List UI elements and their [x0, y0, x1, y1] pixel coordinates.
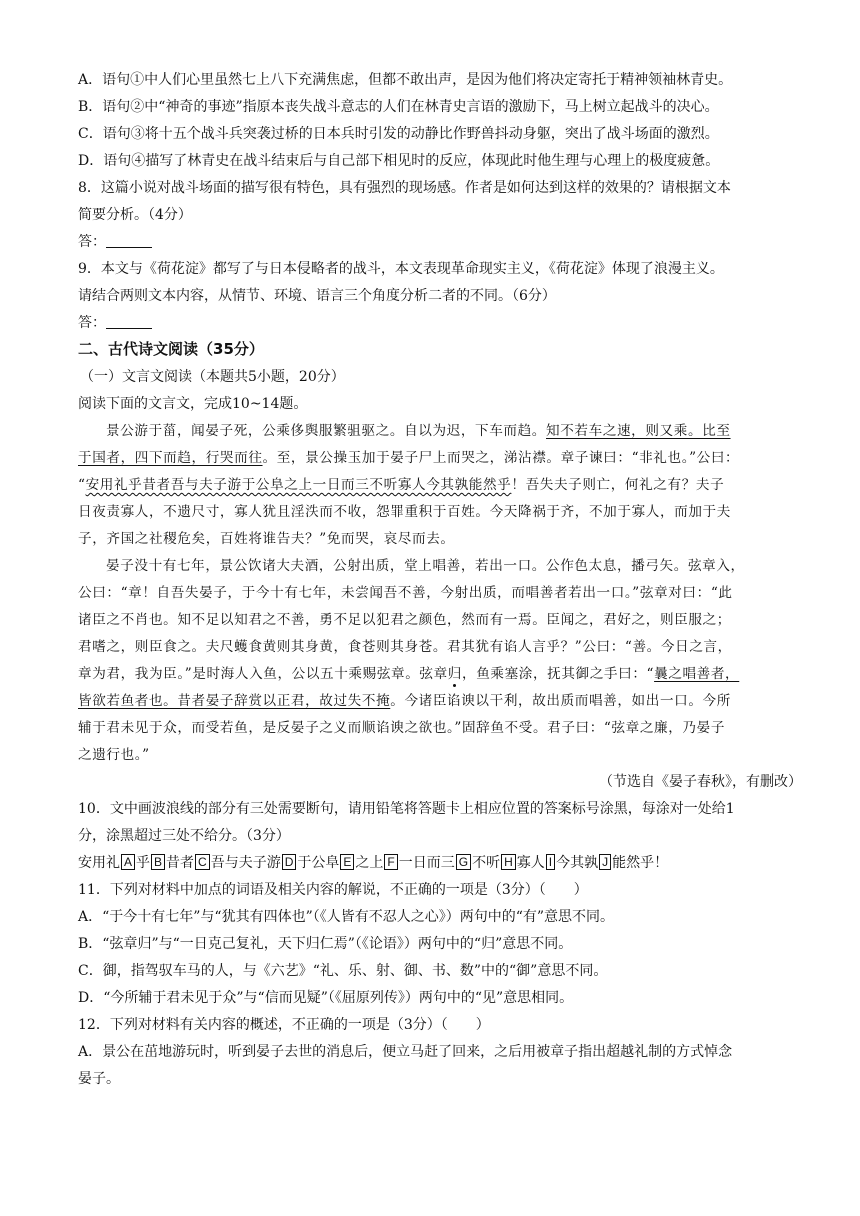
- answer-blank: [106, 314, 152, 329]
- underlined-sentence: 于国者，四下而趋，行哭而往: [78, 450, 263, 466]
- option-box-j[interactable]: J: [599, 854, 611, 870]
- passage-text: “: [78, 477, 86, 493]
- underlined-sentence: 皆欲若鱼者也。昔者晏子辞赏以正君，故过失不掩: [78, 693, 391, 709]
- passage-line: 辅于君未见于众，而受若鱼，是反晏子之义而顺谄谀之欲也。”固辞鱼不受。君子曰：“弦章之廉，乃晏子: [78, 720, 726, 736]
- passage-source: （节选自《晏子春秋》，有删改）: [599, 774, 802, 790]
- passage-line: 子，齐国之社稷危矣，百姓将谁告夫？”免而哭，哀尽而去。: [78, 531, 455, 547]
- q11-option-a: A．“于今十有七年”与“犹其有四体也”（《人皆有不忍人之心》）两句中的“有”意思不同。: [78, 909, 615, 925]
- q7-option-a: A．语句①中人们心里虽然七上八下充满焦虑，但都不敢出声，是因为他们将决定寄托于精神领袖林青史。: [78, 72, 733, 88]
- passage-line: 之遗行也。”: [78, 747, 150, 763]
- wavy-line-sentence: 安用礼乎昔者吾与夫子游于公阜之上一日而三不听寡人今其孰能然乎: [85, 477, 512, 493]
- q8-stem-line1: 8．这篇小说对战斗场面的描写很有特色，具有强烈的现场感。作者是如何达到这样的效果的？请根据文本: [78, 180, 731, 196]
- passage-line: 君嗜之，则臣食之。夫尺蠖食黄则其身黄，食苍则其身苍。君其犹有谄人言乎？”公曰：“善。今日之言，: [78, 639, 732, 655]
- q10-segments: [78, 853, 798, 873]
- q10-stem-line2: 分，涂黑超过三处不给分。（3分）: [78, 828, 290, 844]
- passage-text: ！吾失夫子则亡，何礼之有？夫子: [511, 477, 725, 493]
- q11-option-d: D．“今所辅于君未见于众”与“信而见疑”（《屈原列传》）两句中的“见”意思相同。: [78, 990, 574, 1006]
- q9-answer: [78, 313, 798, 333]
- q7-option-d: D．语句④描写了林青史在战斗结束后与自己部下相见时的反应，体现此时他生理与心理上的极度疲惫。: [78, 153, 720, 169]
- segment-text: 一日而三: [398, 855, 455, 871]
- option-box-c[interactable]: C: [195, 854, 210, 870]
- option-box-i[interactable]: I: [546, 854, 555, 870]
- passage-line: [106, 421, 826, 441]
- segment-text: 吾与夫子游: [210, 855, 281, 871]
- passage-line: 公曰：“章！自吾失晏子，于今十有七年，未尝闻吾不善，今射出质，而唱善者若出一口。”弦章对曰：“此: [78, 585, 733, 601]
- option-box-b[interactable]: B: [151, 854, 165, 870]
- option-box-a[interactable]: A: [121, 854, 135, 870]
- option-box-e[interactable]: E: [340, 854, 354, 870]
- passage-text: ，鱼乘塞涂，抚其御之手曰：“: [462, 666, 655, 682]
- segment-text: 之上: [355, 855, 384, 871]
- passage-text: 。至，景公操玉加于晏子尸上而哭之，涕沾襟。章子谏曰：“非礼也。”公曰：: [262, 450, 740, 466]
- option-box-h[interactable]: H: [501, 854, 516, 870]
- answer-blank: [106, 233, 152, 248]
- passage-line: 晏子没十有七年，景公饮诸大夫酒，公射出质，堂上唱善，若出一口。公作色太息，播弓矢。弦章入，: [106, 558, 745, 574]
- q8-stem-line2: 简要分析。（4分）: [78, 207, 192, 223]
- segment-text: 不听: [472, 855, 501, 871]
- q12-option-a-line1: A．景公在茁地游玩时，听到晏子去世的消息后，便立马赶了回来，之后用被章子指出超越礼制的方式悼念: [78, 1044, 733, 1060]
- option-box-d[interactable]: D: [282, 854, 297, 870]
- segment-text: 能然乎！: [612, 855, 669, 871]
- section-subtitle: （一）文言文阅读（本题共5小题，20分）: [80, 369, 345, 385]
- passage-line: [78, 475, 798, 495]
- passage-line: [78, 448, 798, 468]
- q11-option-b: B．“弦章归”与“一日克己复礼，天下归仁焉”（《论语》）两句中的“归”意思不同。: [78, 936, 573, 952]
- option-box-g[interactable]: G: [456, 854, 471, 870]
- passage-text: 。今诸臣谄谀以干利，故出质而唱善，如出一口。今所: [390, 693, 731, 709]
- passage-line: [78, 664, 798, 684]
- underlined-sentence: 曩之唱善者，: [654, 666, 740, 682]
- passage-line: 诸臣之不肖也。知不足以知君之不善，勇不足以犯君之颜色，然而有一焉。臣闻之，君好之，则臣服之；: [78, 612, 731, 628]
- passage-text: 景公游于菑，闻晏子死，公乘侈舆服繁驵驱之。自以为迟，下车而趋。: [106, 423, 547, 439]
- q9-stem-line1: 9．本文与《荷花淀》都写了与日本侵略者的战斗，本文表现革命现实主义，《荷花淀》体现了浪漫主义。: [78, 261, 724, 277]
- q7-option-c: C．语句③将十五个战斗兵突袭过桥的日本兵时引发的动静比作野兽抖动身躯，突出了战斗场面的激烈。: [78, 126, 719, 142]
- q12-stem: 12．下列对材料有关内容的概述，不正确的一项是（3分）（ ）: [78, 1017, 490, 1033]
- q8-answer: [78, 232, 798, 252]
- q11-option-c: C．御，指驾驭车马的人，与《六艺》“礼、乐、射、御、书、数”中的“御”意思不同。: [78, 963, 608, 979]
- passage-instruction: 阅读下面的文言文，完成10~14题。: [78, 396, 308, 412]
- segment-text: 乎: [136, 855, 151, 871]
- section-title: 二、古代诗文阅读（35分）: [78, 340, 264, 358]
- q9-stem-line2: 请结合两则文本内容，从情节、环境、语言三个角度分析二者的不同。（6分）: [78, 288, 556, 304]
- segment-text: 安用礼: [78, 855, 120, 871]
- q10-stem-line1: 10．文中画波浪线的部分有三处需要断句，请用铅笔将答题卡上相应位置的答案标号涂黑，每涂对一处给1: [78, 801, 735, 817]
- q12-option-a-line2: 晏子。: [78, 1071, 120, 1087]
- passage-line: [78, 691, 798, 711]
- answer-label: 答：: [78, 315, 106, 331]
- passage-line: 日夜责寡人，不遗尺寸，寡人犹且淫泆而不收，怨罪重积于百姓。今天降祸于齐，不加于寡人，而加于夫: [78, 504, 731, 520]
- dotted-word: 归: [447, 666, 462, 682]
- segment-text: 今其孰: [556, 855, 599, 871]
- q11-stem: 11．下列对材料中加点的词语及相关内容的解说，不正确的一项是（3分）（ ）: [78, 882, 588, 898]
- underlined-sentence: 知不若车之速，则又乘。比至: [546, 423, 731, 439]
- segment-text: 昔者: [166, 855, 195, 871]
- segment-text: 寡人: [516, 855, 545, 871]
- q7-option-b: B．语句②中“神奇的事迹”指原本丧失战斗意志的人们在林青史言语的激励下，马上树立起战斗的决心。: [78, 99, 719, 115]
- answer-label: 答：: [78, 234, 106, 250]
- passage-text: 章为君，我为臣。”是时海人入鱼，公以五十乘赐弦章。弦章: [78, 666, 448, 682]
- segment-text: 于公阜: [297, 855, 340, 871]
- option-box-f[interactable]: F: [384, 854, 397, 870]
